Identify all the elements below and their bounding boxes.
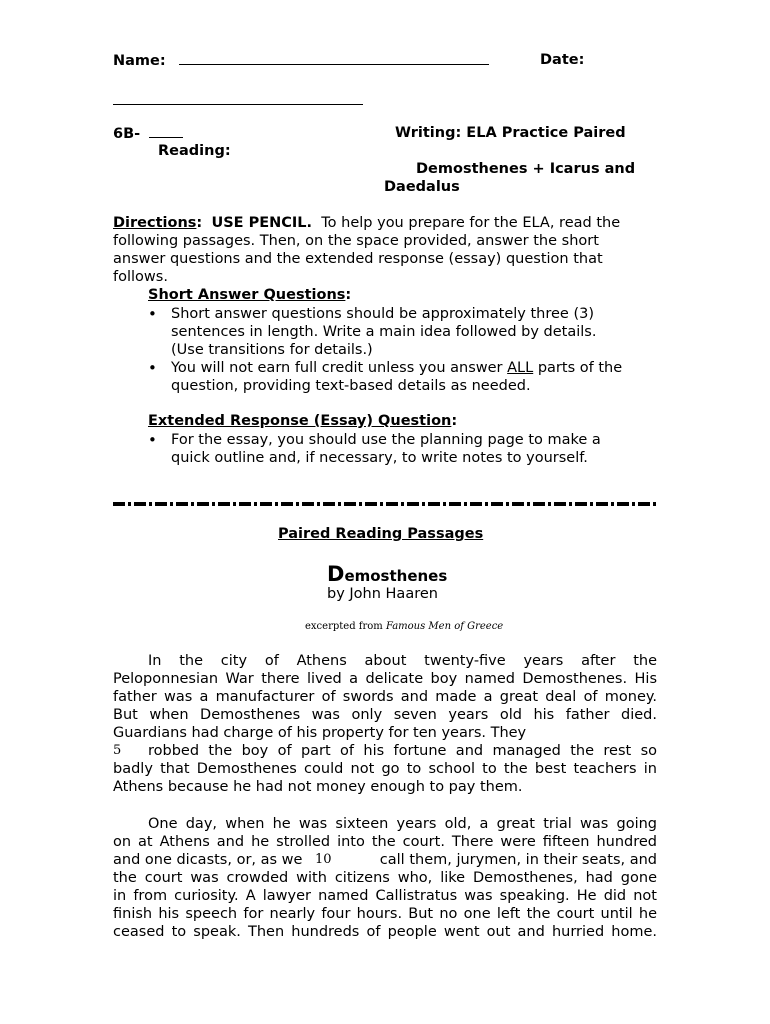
bullet-line: (Use transitions for details.)	[171, 342, 373, 358]
text-line: father was a manufacturer of swords and made a great deal of money.	[113, 689, 657, 705]
bullet-text: parts of the	[533, 360, 623, 376]
text-line: and one dicasts, or, as we	[113, 852, 303, 868]
list-item	[148, 431, 668, 467]
text-line: the court was crowded with citizens who, like Demosthenes, had gone	[113, 870, 657, 886]
text-line: finish his speech for nearly four hours. But no one left the court until he	[113, 906, 657, 922]
title-line4: Daedalus	[384, 179, 460, 195]
directions-block	[113, 214, 657, 286]
extended-response-heading: Extended Response (Essay) Question	[148, 413, 452, 429]
text-line: But when Demosthenes was only seven years old his father died.	[113, 707, 657, 723]
bullet-line: • Short answer questions should be approximately three (3)	[171, 306, 595, 322]
short-answer-heading: Short Answer Questions	[148, 287, 346, 303]
line-number-10: 10	[315, 852, 332, 867]
short-answer-list	[148, 305, 668, 395]
title-dropcap: D	[327, 562, 345, 586]
extended-response-list	[148, 431, 668, 467]
text-line: Guardians had charge of his property for ten years. They	[113, 725, 527, 741]
paragraph-2	[113, 815, 657, 941]
name-line[interactable]	[179, 52, 489, 65]
date-label: Date:	[540, 52, 585, 68]
class-label: 6B-	[113, 126, 141, 142]
directions-text-2: following passages. Then, on the space provided, answer the short	[113, 233, 599, 249]
excerpt-prefix: excerpted from	[305, 621, 386, 632]
directions-text-3: answer questions and the extended response (essay) question that	[113, 251, 603, 267]
class-line[interactable]	[149, 125, 183, 138]
text-line: robbed the boy of part of his fortune and managed the rest so	[148, 743, 657, 759]
cut-line-divider	[113, 502, 657, 506]
directions-text-1: To help you prepare for the ELA, read the	[321, 215, 621, 231]
byline: by John Haaren	[327, 586, 438, 602]
list-item	[148, 305, 668, 359]
use-pencil: USE PENCIL.	[211, 215, 313, 231]
date-line[interactable]	[113, 104, 363, 105]
passage-title	[327, 562, 447, 586]
text-line: ceased to speak. Then hundreds of people went out and hurried home.	[113, 924, 657, 940]
line-number-5: 5	[113, 743, 122, 758]
directions-text-4: follows.	[113, 269, 168, 285]
text-line: on at Athens and he strolled into the court. There were fifteen hundred	[113, 834, 657, 850]
paragraph-1	[113, 652, 657, 796]
bullet-text: You will not earn full credit unless you answer	[171, 360, 508, 376]
bullet-line: sentences in length. Write a main idea followed by details.	[171, 324, 597, 340]
bullet-line: question, providing text-based details as needed.	[171, 378, 531, 394]
title-line2: Reading:	[158, 143, 231, 159]
all-emphasis: ALL	[507, 360, 534, 376]
text-line: One day, when he was sixteen years old, a great trial was going	[148, 816, 657, 832]
text-line: in from curiosity. A lawyer named Callistratus was speaking. He did not	[113, 888, 657, 904]
text-line: call them, jurymen, in their seats, and	[379, 852, 657, 868]
text-line: badly that Demosthenes could not go to school to the best teachers in	[113, 761, 657, 777]
excerpt-note	[305, 621, 503, 632]
bullet-line: • For the essay, you should use the planning page to make a	[171, 432, 601, 448]
name-label: Name:	[113, 53, 166, 69]
text-line: Peloponnesian War there lived a delicate boy named Demosthenes. His	[113, 671, 657, 687]
excerpt-source: Famous Men of Greece	[385, 621, 504, 632]
list-item	[148, 359, 668, 395]
title-rest: emosthenes	[344, 567, 448, 585]
directions-label: Directions	[113, 215, 197, 231]
title-line1: Writing: ELA Practice Paired	[395, 125, 626, 141]
worksheet-page: Name: Date: 6B- Writing: ELA Practice Paired Reading: Demosthenes + Icarus and Daedalus Directions: USE PENCIL. To help you prepare for the ELA, read the following passages. Then, on the space provided, answer the short answer questions and the extended response (essay) question that follows. Short Answer Questions: • Short answer questions should be approximately three (3) sentences in length. Write a main idea followed by details. (Use transitions for details.) • You will not earn full credit unless you answer ALL parts of the question, providing text-based details as needed. Extended Response (Essay) Question: • For the essay, you should use the planning page to make a quick outline and, if necessary, to write notes to yourself. Paired Reading Passages Demosthenes by John Haaren excerpted from Famous Men of Greece In the city of Athens about twenty-five years after the Peloponnesian War there lived a delicate boy named Demosthenes. His father was a manufacturer of swords and made a great deal of money. But when Demosthenes was only seven years old his father died. Guardians had charge of his property for ten years. They 5 robbed the boy of part of his fortune and managed the rest so badly that Demosthenes could not go to school to the best teachers in Athens because he had not money enough to pay them. One day, when he was sixteen years old, a great trial was going on at Athens and he strolled into the court. There were fifteen hundred and one dicasts, or, as we 10 call them, jurymen, in their seats, and the court was crowded with citizens who, like Demosthenes, had gone in from curiosity. A lawyer named Callistratus was speaking. He did not finish his speech for nearly four hours. But no one left the court until he ceased to speak. Then hundreds of people went out and hurried home.	[0, 0, 770, 1024]
text-line: Athens because he had not money enough to pay them.	[113, 779, 523, 795]
title-line3: Demosthenes + Icarus and	[416, 161, 636, 177]
section-title: Paired Reading Passages	[278, 526, 484, 542]
text-line: In the city of Athens about twenty-five years after the	[148, 653, 657, 669]
bullet-line: quick outline and, if necessary, to write notes to yourself.	[171, 450, 588, 466]
directions-colon: :	[196, 215, 203, 231]
